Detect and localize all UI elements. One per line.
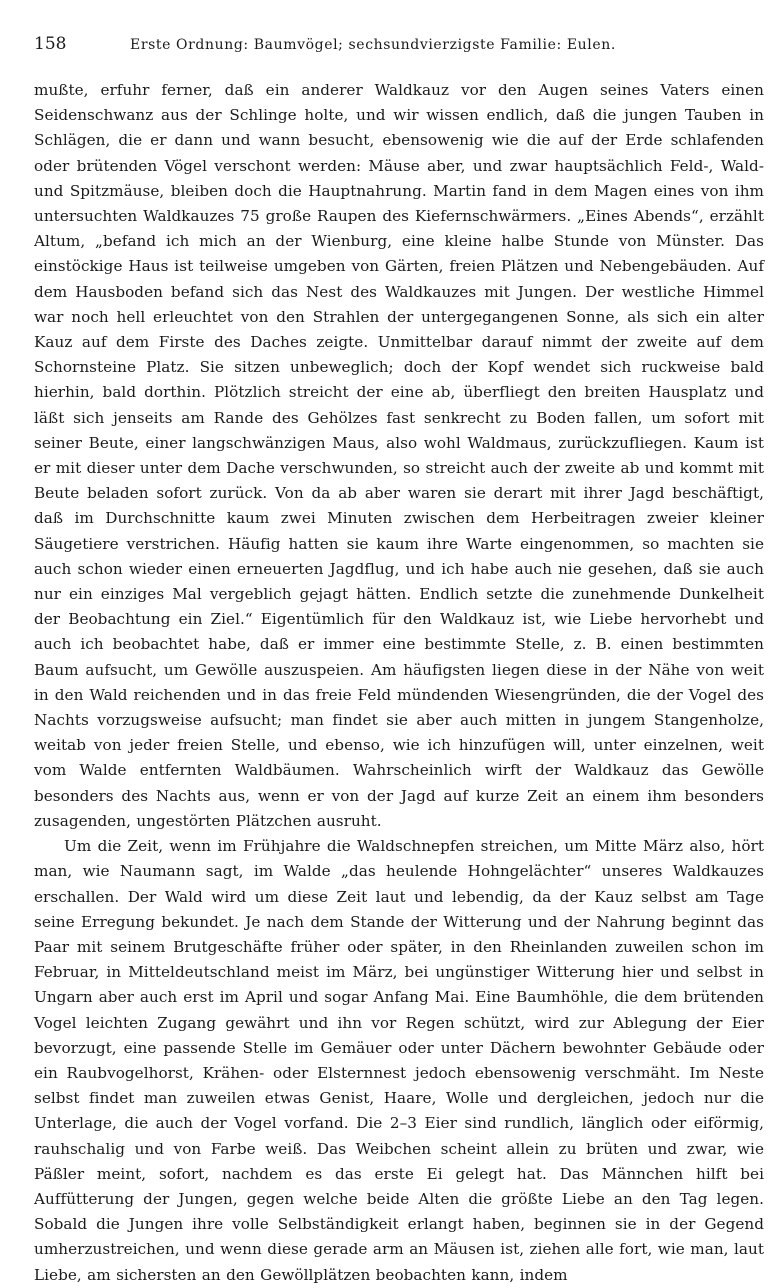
paragraph-1: mußte, erfuhr ferner, daß ein anderer Waldkauz vor den Augen seines Vaters einen Seidenschwanz aus der Schlinge holte, und wir wissen endlich, daß die jungen Tauben in Schlägen, die er dann und wann besucht, ebensowenig wie die auf der Erde schlafenden oder brütenden Vögel verschont werden: Mäuse aber, und zwar hauptsächlich Feld-, Wald- und Spitzmäuse, bleiben doch die Hauptnahrung. Martin fand in dem Magen eines von ihm untersuchten Waldkauzes 75 große Raupen des Kiefernschwärmers. „Eines Abends“, erzählt Altum, „befand ich mich an der Wienburg, eine kleine halbe Stunde von Münster. Das einstöckige Haus ist teilweise umgeben von Gärten, freien Plätzen und Nebengebäuden. Auf dem Hausboden befand sich das Nest des Waldkauzes mit Jungen. Der westliche Himmel war noch hell erleuchtet von den Strahlen der untergegangenen Sonne, als sich ein alter Kauz auf dem Firste des Daches zeigte. Unmittelbar darauf nimmt der zweite auf dem Schornsteine Platz. Sie sitzen unbeweglich; doch der Kopf wendet sich ruckweise bald hierhin, bald dorthin. Plötzlich streicht der eine ab, überfliegt den breiten Hausplatz und läßt sich jenseits am Rande des Gehölzes fast senkrecht zu Boden fallen, um sofort mit seiner Beute, einer langschwänzigen Maus, also wohl Waldmaus, zurückzufliegen. Kaum ist er mit dieser unter dem Dache verschwunden, so streicht auch der zweite ab und kommt mit Beute beladen sofort zurück. Von da ab aber waren sie derart mit ihrer Jagd beschäftigt, daß im Durchschnitte kaum zwei Minuten zwischen dem Herbeitragen zweier kleiner Säugetiere verstrichen. Häufig hatten sie kaum ihre Warte eingenommen, so machten sie auch schon wieder einen erneuerten Jagdflug, und ich habe auch nie gesehen, daß sie auch nur ein einziges Mal vergeblich gejagt hätten. Endlich setzte die zunehmende Dunkelheit der Beobachtung ein Ziel.“ Eigentümlich für den Waldkauz ist, wie Liebe hervorhebt und auch ich beobachtet habe, daß er immer eine bestimmte Stelle, z. B. einen bestimmten Baum aufsucht, um Gewölle auszuspeien. Am häufigsten liegen diese in der Nähe von weit in den Wald reichenden und in das freie Feld mündenden Wiesengründen, die der Vogel des Nachts vorzugsweise aufsucht; man findet sie aber auch mitten in jungem Stangenholze, weitab von jeder freien Stelle, und ebenso, wie ich hinzufügen will, unter einzelnen, weit vom Walde entfernten Waldbäumen. Wahrscheinlich wirft der Waldkauz das Gewölle besonders des Nachts aus, wenn er von der Jagd auf kurze Zeit an einem ihm besonders zusagenden, ungestörten Plätzchen ausruht. <box>34 81 764 830</box>
page-header <box>34 34 764 64</box>
paragraph-2: Um die Zeit, wenn im Frühjahre die Waldschnepfen streichen, um Mitte März also, hört man, wie Naumann sagt, im Walde „das heulende Hohngelächter“ unseres Waldkauzes erschallen. Der Wald wird um diese Zeit laut und lebendig, da der Kauz selbst am Tage seine Erregung bekundet. Je nach dem Stande der Witterung und der Nahrung beginnt das Paar mit seinem Brutgeschäfte früher oder später, in den Rheinlanden zuweilen schon im Februar, in Mitteldeutschland meist im März, bei ungünstiger Witterung hier und selbst in Ungarn aber auch erst im April und sogar Anfang Mai. Eine Baumhöhle, die dem brütenden Vogel leichten Zugang gewährt und ihn vor Regen schützt, wird zur Ablegung der Eier bevorzugt, eine passende Stelle im Gemäuer oder unter Dächern bewohnter Gebäude oder ein Raubvogelhorst, Krähen- oder Elsternnest jedoch ebensowenig verschmäht. Im Neste selbst findet man zuweilen etwas Genist, Haare, Wolle und dergleichen, jedoch nur die Unterlage, die auch der Vogel vorfand. Die 2–3 Eier sind rundlich, länglich oder eiförmig, rauhschalig und von Farbe weiß. Das Weibchen scheint allein zu brüten und zwar, wie Päßler meint, sofort, nachdem es das erste Ei gelegt hat. Das Männchen hilft bei Auffütterung der Jungen, gegen welche beide Alten die größte Liebe an den Tag legen. Sobald die Jungen ihre volle Selbständigkeit erlangt haben, beginnen sie in der Gegend umherzustreichen, und wenn diese gerade arm an Mäusen ist, ziehen alle fort, wie man, laut Liebe, am sichersten an den Gewöllplätzen beobachten kann, indem <box>34 837 764 1284</box>
body-text <box>34 78 764 1288</box>
page-number: 158 <box>34 34 67 54</box>
book-page <box>34 34 764 1288</box>
running-head: Erste Ordnung: Baumvögel; sechsundvierzigste Familie: Eulen. <box>130 37 616 53</box>
